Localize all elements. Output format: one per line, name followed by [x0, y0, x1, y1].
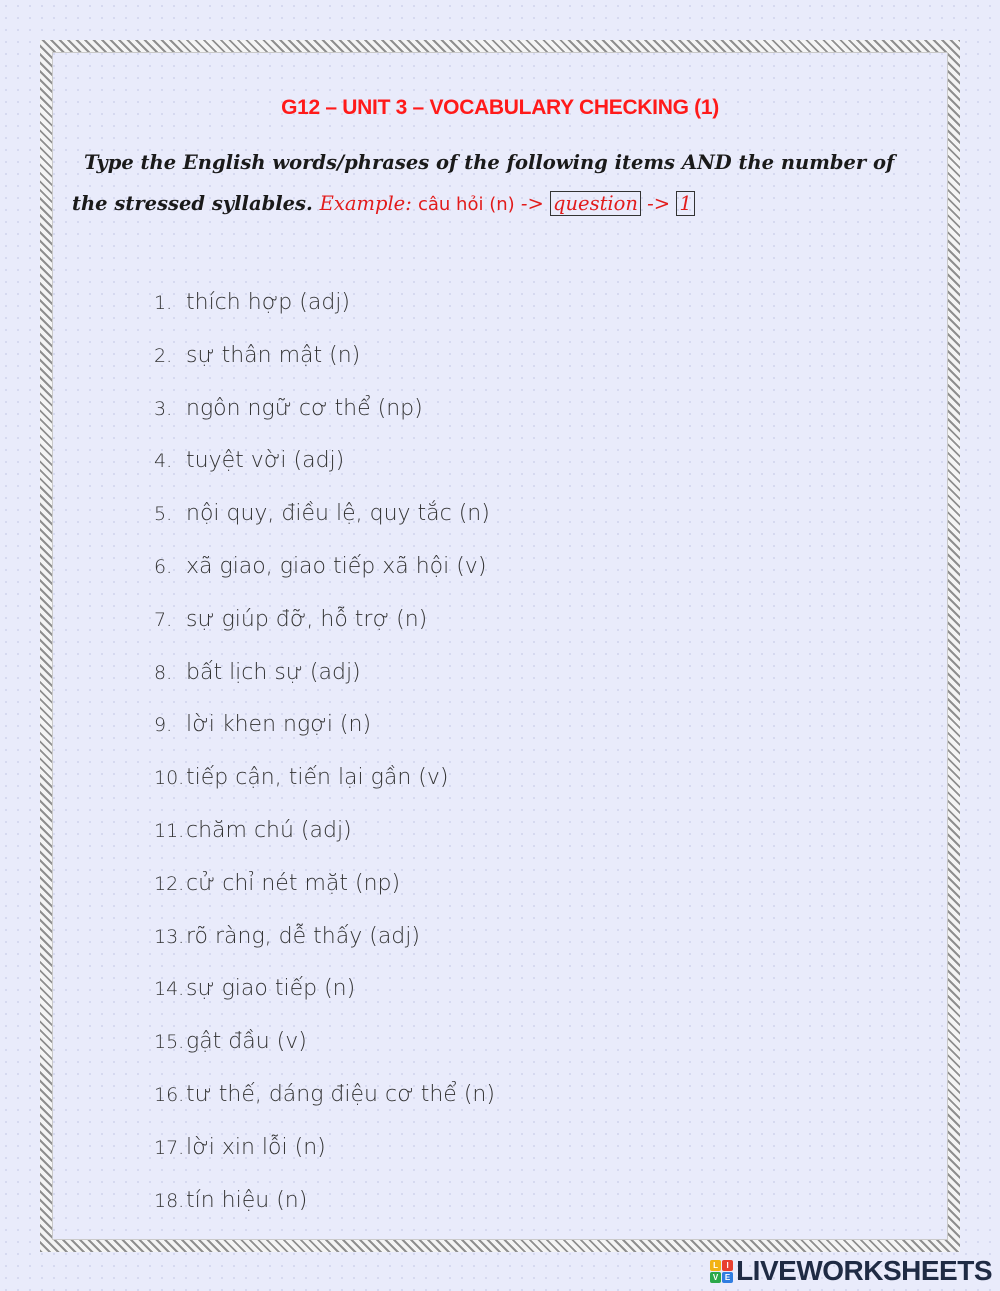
item-number: 17.	[154, 1136, 185, 1159]
item-text: chăm chú (adj)	[186, 817, 352, 843]
item-number: 18.	[154, 1189, 185, 1212]
item-number: 2.	[154, 344, 173, 367]
logo-mark-icon: L I V E	[710, 1260, 733, 1283]
list-item	[154, 491, 495, 544]
list-item	[154, 280, 495, 333]
logo-text: LIVEWORKSHEETS	[736, 1255, 992, 1286]
list-item	[154, 702, 495, 755]
list-item	[154, 861, 495, 914]
list-item	[154, 808, 495, 861]
item-text: bất lịch sự (adj)	[186, 659, 361, 685]
item-text: thích hợp (adj)	[186, 290, 350, 315]
item-text: tín hiệu (n)	[186, 1187, 308, 1213]
item-number: 15.	[154, 1031, 185, 1054]
list-item	[154, 544, 495, 597]
example-arrow-1: ->	[520, 192, 544, 215]
item-number: 6.	[154, 555, 173, 578]
list-item	[154, 438, 495, 491]
item-number: 1.	[154, 292, 173, 314]
item-number: 13.	[154, 925, 185, 948]
instructions-text: Type the English words/phrases of the following items AND the number of the stressed syllables.	[72, 151, 895, 215]
list-item	[154, 755, 495, 808]
item-text: sự giao tiếp (n)	[186, 976, 356, 1002]
example-label: Example:	[319, 192, 412, 215]
item-text: sự thân mật (n)	[186, 342, 361, 368]
list-item	[154, 1072, 495, 1125]
item-text: cử chỉ nét mặt (np)	[186, 870, 401, 896]
item-text: gật đầu (v)	[186, 1029, 307, 1055]
list-item	[154, 1019, 495, 1072]
item-number: 10.	[154, 767, 185, 790]
list-item	[154, 597, 495, 650]
item-number: 5.	[154, 503, 173, 526]
item-number: 16.	[154, 1083, 185, 1106]
item-text: lời xin lỗi (n)	[186, 1134, 326, 1160]
example-arrow-2: ->	[647, 192, 671, 215]
item-text: ngôn ngữ cơ thể (np)	[186, 395, 423, 421]
list-item	[154, 914, 495, 967]
list-item	[154, 386, 495, 439]
item-text: tuyệt vời (adj)	[186, 448, 345, 474]
item-number: 12.	[154, 872, 185, 895]
item-number: 3.	[154, 397, 173, 420]
item-text: lời khen ngợi (n)	[186, 712, 372, 738]
list-item	[154, 966, 495, 1019]
page-title: G12 – UNIT 3 – VOCABULARY CHECKING (1)	[281, 96, 719, 119]
item-text: sự giúp đỡ, hỗ trợ (n)	[186, 606, 428, 632]
item-text: rõ ràng, dễ thấy (adj)	[186, 923, 420, 949]
list-item	[154, 650, 495, 703]
vocabulary-list	[154, 280, 495, 1230]
item-text: nội quy, điều lệ, quy tắc (n)	[186, 501, 490, 527]
list-item	[154, 1178, 495, 1231]
instructions	[72, 142, 912, 225]
item-text: tiếp cận, tiến lại gần (v)	[186, 765, 449, 791]
list-item	[154, 1125, 495, 1178]
example-answer-box: question	[550, 191, 641, 216]
liveworksheets-logo	[710, 1255, 992, 1287]
item-number: 9.	[154, 714, 173, 737]
item-number: 4.	[154, 450, 173, 473]
example-stress-box: 1	[676, 191, 694, 216]
item-number: 11.	[154, 819, 185, 842]
item-text: tư thế, dáng điệu cơ thể (n)	[186, 1081, 495, 1107]
item-text: xã giao, giao tiếp xã hội (v)	[186, 553, 487, 579]
item-number: 14.	[154, 978, 185, 1001]
example-prompt: câu hỏi (n)	[418, 194, 515, 215]
item-number: 7.	[154, 608, 173, 631]
item-number: 8.	[154, 661, 173, 684]
list-item	[154, 333, 495, 386]
example	[320, 192, 695, 215]
